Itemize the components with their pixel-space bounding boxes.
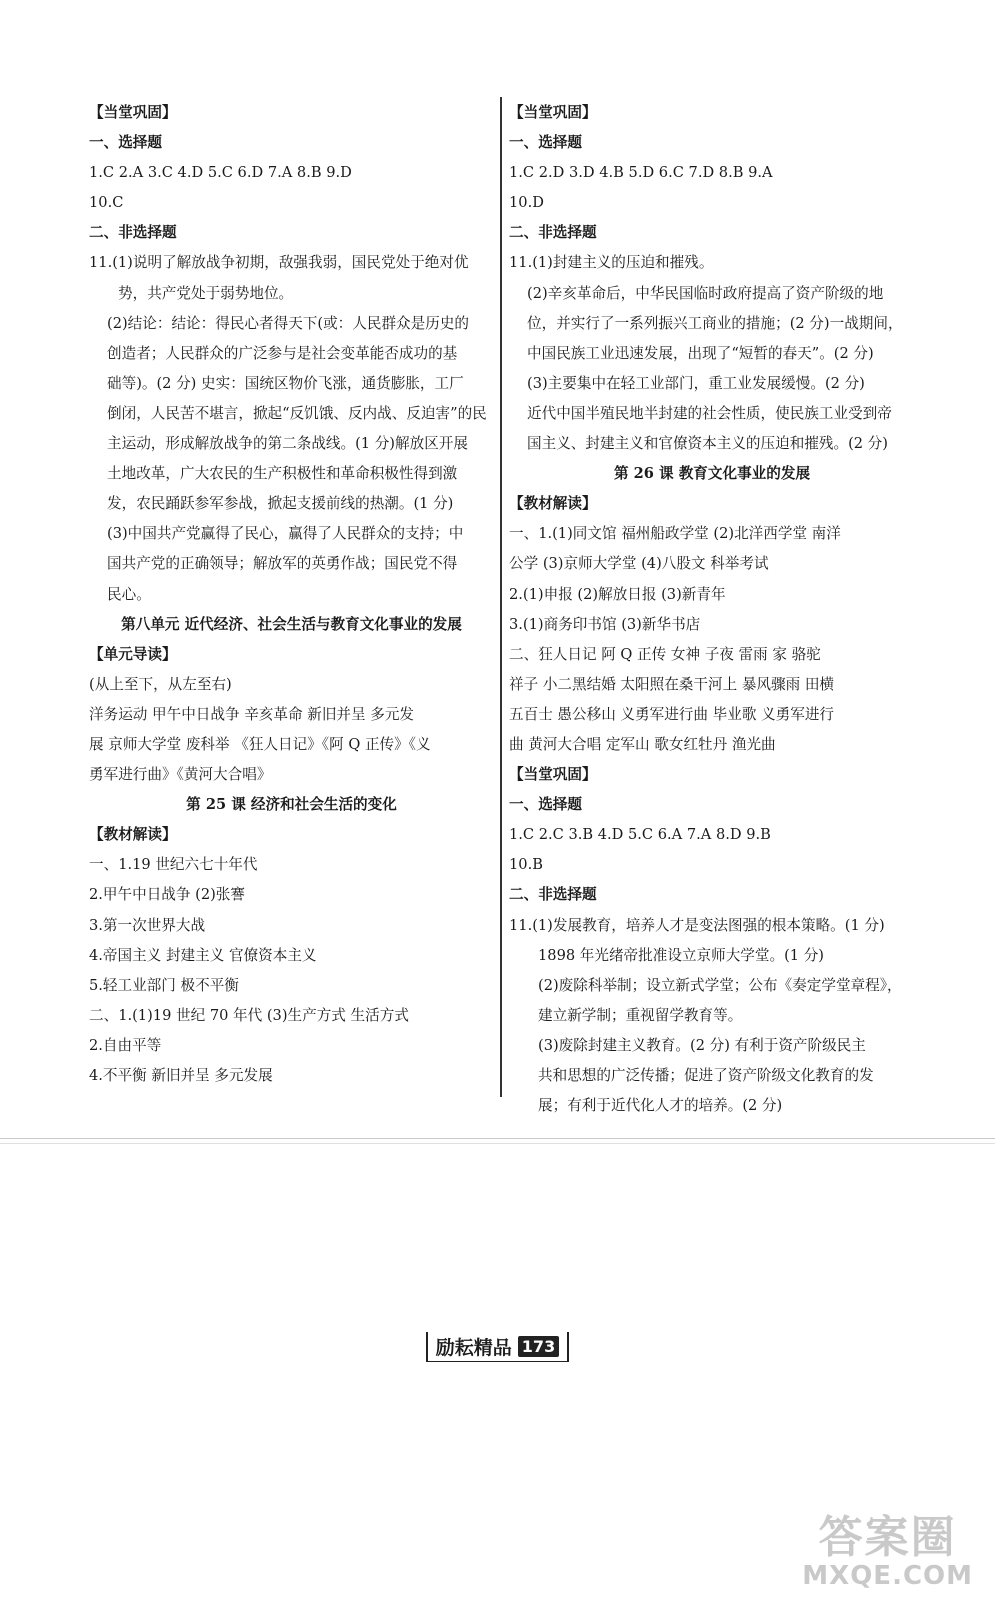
text-line: 【当堂巩固】 xyxy=(509,766,597,784)
text-line: 倒闭，人民苦不堪言，掀起“反饥饿、反内战、反迫害”的民 xyxy=(107,404,487,422)
text-line: (3)中国共产党赢得了民心，赢得了人民群众的支持；中 xyxy=(107,525,464,543)
text-line: 11.(1)发展教育，培养人才是变法图强的根本策略。(1 分) xyxy=(509,916,885,934)
right-column xyxy=(509,98,915,1121)
text-line: 二、狂人日记 阿 Q 正传 女神 子夜 雷雨 家 骆驼 xyxy=(509,645,821,663)
text-line: 第 26 课 教育文化事业的发展 xyxy=(613,465,811,483)
text-line: 展；有利于近代化人才的培养。(2 分) xyxy=(538,1097,783,1115)
text-line: 10.C xyxy=(89,194,124,212)
page-number: 173 xyxy=(518,1336,559,1357)
left-column xyxy=(89,98,494,1091)
text-line: 11.(1)说明了解放战争初期，敌强我弱，国民党处于绝对优 xyxy=(89,254,469,272)
watermark-top: 答案圈 xyxy=(818,1512,957,1563)
text-line: 土地改革，广大农民的生产积极性和革命积极性得到激 xyxy=(107,465,458,483)
text-line: 2.甲午中日战争 (2)张謇 xyxy=(89,886,245,904)
text-line: 主运动，形成解放战争的第二条战线。(1 分)解放区开展 xyxy=(107,435,468,453)
text-line: 公学 (3)京师大学堂 (4)八股文 科举考试 xyxy=(509,555,769,573)
text-line: 祥子 小二黑结婚 太阳照在桑干河上 暴风骤雨 田横 xyxy=(509,675,835,693)
text-line: 国共产党的正确领导；解放军的英勇作战；国民党不得 xyxy=(107,555,458,573)
text-line: 一、选择题 xyxy=(509,134,582,152)
text-line: (2)废除科举制；设立新式学堂；公布《奏定学堂章程》， xyxy=(538,976,902,994)
text-line: 1898 年光绪帝批准设立京师大学堂。(1 分) xyxy=(538,946,824,964)
text-line: (从上至下，从左至右) xyxy=(89,675,232,693)
text-line: 10.B xyxy=(509,856,543,874)
text-line: 5.轻工业部门 极不平衡 xyxy=(89,976,239,994)
page-rule-secondary xyxy=(0,1143,995,1144)
text-line: 二、非选择题 xyxy=(509,886,597,904)
text-line: 2.自由平等 xyxy=(89,1036,162,1054)
text-line: 第八单元 近代经济、社会生活与教育文化事业的发展 xyxy=(121,615,462,633)
text-line: 一、1.19 世纪六七十年代 xyxy=(89,856,258,874)
text-line: 4.不平衡 新旧并呈 多元发展 xyxy=(89,1067,273,1084)
text-line: 国主义、封建主义和官僚资本主义的压迫和摧残。(2 分) xyxy=(527,435,888,453)
text-line: 4.帝国主义 封建主义 官僚资本主义 xyxy=(89,946,317,964)
text-line: 展 京师大学堂 废科举 《狂人日记》《阿 Q 正传》《义 xyxy=(89,735,431,753)
text-line: 【教材解读】 xyxy=(89,826,177,844)
page-rule xyxy=(0,1138,995,1139)
column-divider xyxy=(500,97,502,1097)
text-line: 第 25 课 经济和社会生活的变化 xyxy=(186,796,397,814)
text-line: 一、选择题 xyxy=(89,134,162,152)
text-line: 一、1.(1)同文馆 福州船政学堂 (2)北洋西学堂 南洋 xyxy=(509,525,841,543)
text-line: 1.C 2.D 3.D 4.B 5.D 6.C 7.D 8.B 9.A xyxy=(509,164,773,182)
text-line: 建立新学制；重视留学教育等。 xyxy=(538,1006,743,1024)
watermark-logo xyxy=(802,1514,973,1590)
text-line: 11.(1)封建主义的压迫和摧残。 xyxy=(509,254,714,272)
text-line: (2)辛亥革命后，中华民国临时政府提高了资产阶级的地 xyxy=(527,284,884,302)
text-line: 二、非选择题 xyxy=(509,224,597,242)
text-line: 曲 黄河大合唱 定军山 歌女红牡丹 渔光曲 xyxy=(509,735,776,753)
text-line: 【教材解读】 xyxy=(509,495,597,513)
text-line: 2.(1)申报 (2)解放日报 (3)新青年 xyxy=(509,585,726,603)
text-line: (2)结论：结论：得民心者得天下(或：人民群众是历史的 xyxy=(107,314,470,332)
text-line: 10.D xyxy=(509,194,544,212)
text-line: (3)主要集中在轻工业部门，重工业发展缓慢。(2 分) xyxy=(527,374,865,392)
text-line: (3)废除封建主义教育。(2 分) 有利于资产阶级民主 xyxy=(538,1036,866,1054)
text-line: 【当堂巩固】 xyxy=(509,104,597,121)
text-line: 勇军进行曲》《黄河大合唱》 xyxy=(89,766,272,784)
page-footer xyxy=(0,1332,995,1362)
text-line: 【当堂巩固】 xyxy=(89,104,177,121)
text-line: 势，共产党处于弱势地位。 xyxy=(118,284,294,302)
text-line: 【单元导读】 xyxy=(89,645,177,663)
text-line: 3.第一次世界大战 xyxy=(89,916,206,934)
text-line: 础等)。(2 分) 史实：国统区物价飞涨，通货膨胀，工厂 xyxy=(107,374,464,392)
text-line: 二、非选择题 xyxy=(89,224,177,242)
text-line: 近代中国半殖民地半封建的社会性质，使民族工业受到帝 xyxy=(527,404,892,422)
text-line: 一、选择题 xyxy=(509,796,582,814)
text-line: 创造者；人民群众的广泛参与是社会变革能否成功的基 xyxy=(107,344,458,362)
footer-brand-text: 励耘精品 xyxy=(435,1337,512,1359)
text-line: 五百士 愚公移山 义勇军进行曲 毕业歌 义勇军进行 xyxy=(509,705,835,723)
watermark-bottom: MXQE.COM xyxy=(802,1561,973,1591)
text-line: 洋务运动 甲午中日战争 辛亥革命 新旧并呈 多元发 xyxy=(89,705,415,723)
text-line: 1.C 2.A 3.C 4.D 5.C 6.D 7.A 8.B 9.D xyxy=(89,164,352,182)
text-line: 位，并实行了一系列振兴工商业的措施；(2 分)一战期间， xyxy=(527,314,903,332)
text-line: 3.(1)商务印书馆 (3)新华书店 xyxy=(509,615,701,633)
text-line: 发，农民踊跃参军参战，掀起支援前线的热潮。(1 分) xyxy=(107,495,454,513)
text-line: 1.C 2.C 3.B 4.D 5.C 6.A 7.A 8.D 9.B xyxy=(509,826,771,844)
footer-brand xyxy=(426,1332,569,1362)
text-line: 民心。 xyxy=(107,585,151,603)
text-line: 中国民族工业迅速发展，出现了“短暂的春天”。(2 分) xyxy=(527,344,874,362)
text-line: 共和思想的广泛传播；促进了资产阶级文化教育的发 xyxy=(538,1067,874,1084)
text-line: 二、1.(1)19 世纪 70 年代 (3)生产方式 生活方式 xyxy=(89,1006,409,1024)
